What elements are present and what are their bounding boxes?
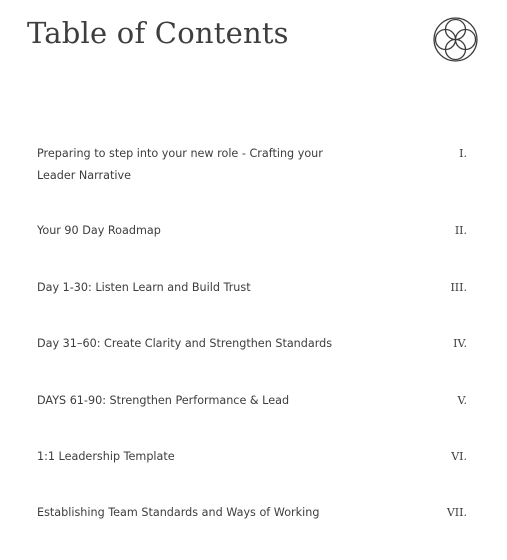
toc-entry-number: VII.: [446, 506, 467, 519]
toc-entry[interactable]: [37, 220, 467, 242]
toc-entry[interactable]: [37, 143, 467, 187]
toc-entry-title: Day 31–60: Create Clarity and Strengthen Standards: [37, 337, 333, 350]
toc-entry-title: Preparing to step into your new role - Crafting your Leader Narrative: [37, 147, 323, 182]
toc-entry-title: Your 90 Day Roadmap: [37, 224, 161, 237]
toc-entry-number: V.: [457, 394, 467, 407]
toc-entry-title: Establishing Team Standards and Ways of Working: [37, 506, 320, 519]
toc-entry-title: Day 1-30: Listen Learn and Build Trust: [37, 281, 251, 294]
toc-entry-number: II.: [454, 224, 467, 237]
toc-entry-number: IV.: [453, 337, 467, 350]
toc-entry[interactable]: [37, 502, 467, 524]
toc-entry[interactable]: [37, 333, 467, 355]
toc-entry-number: III.: [450, 281, 467, 294]
toc-entry-title: 1:1 Leadership Template: [37, 450, 175, 463]
toc-entry-title: DAYS 61-90: Strengthen Performance & Lead: [37, 394, 290, 407]
toc-entry[interactable]: [37, 446, 467, 468]
interlocking-circles-icon: [433, 17, 478, 62]
page-title: Table of Contents: [27, 16, 289, 50]
toc-entry-number: I.: [459, 147, 467, 160]
toc-entry-number: VI.: [451, 450, 467, 463]
toc-entry[interactable]: [37, 277, 467, 299]
toc-entry[interactable]: [37, 390, 467, 412]
